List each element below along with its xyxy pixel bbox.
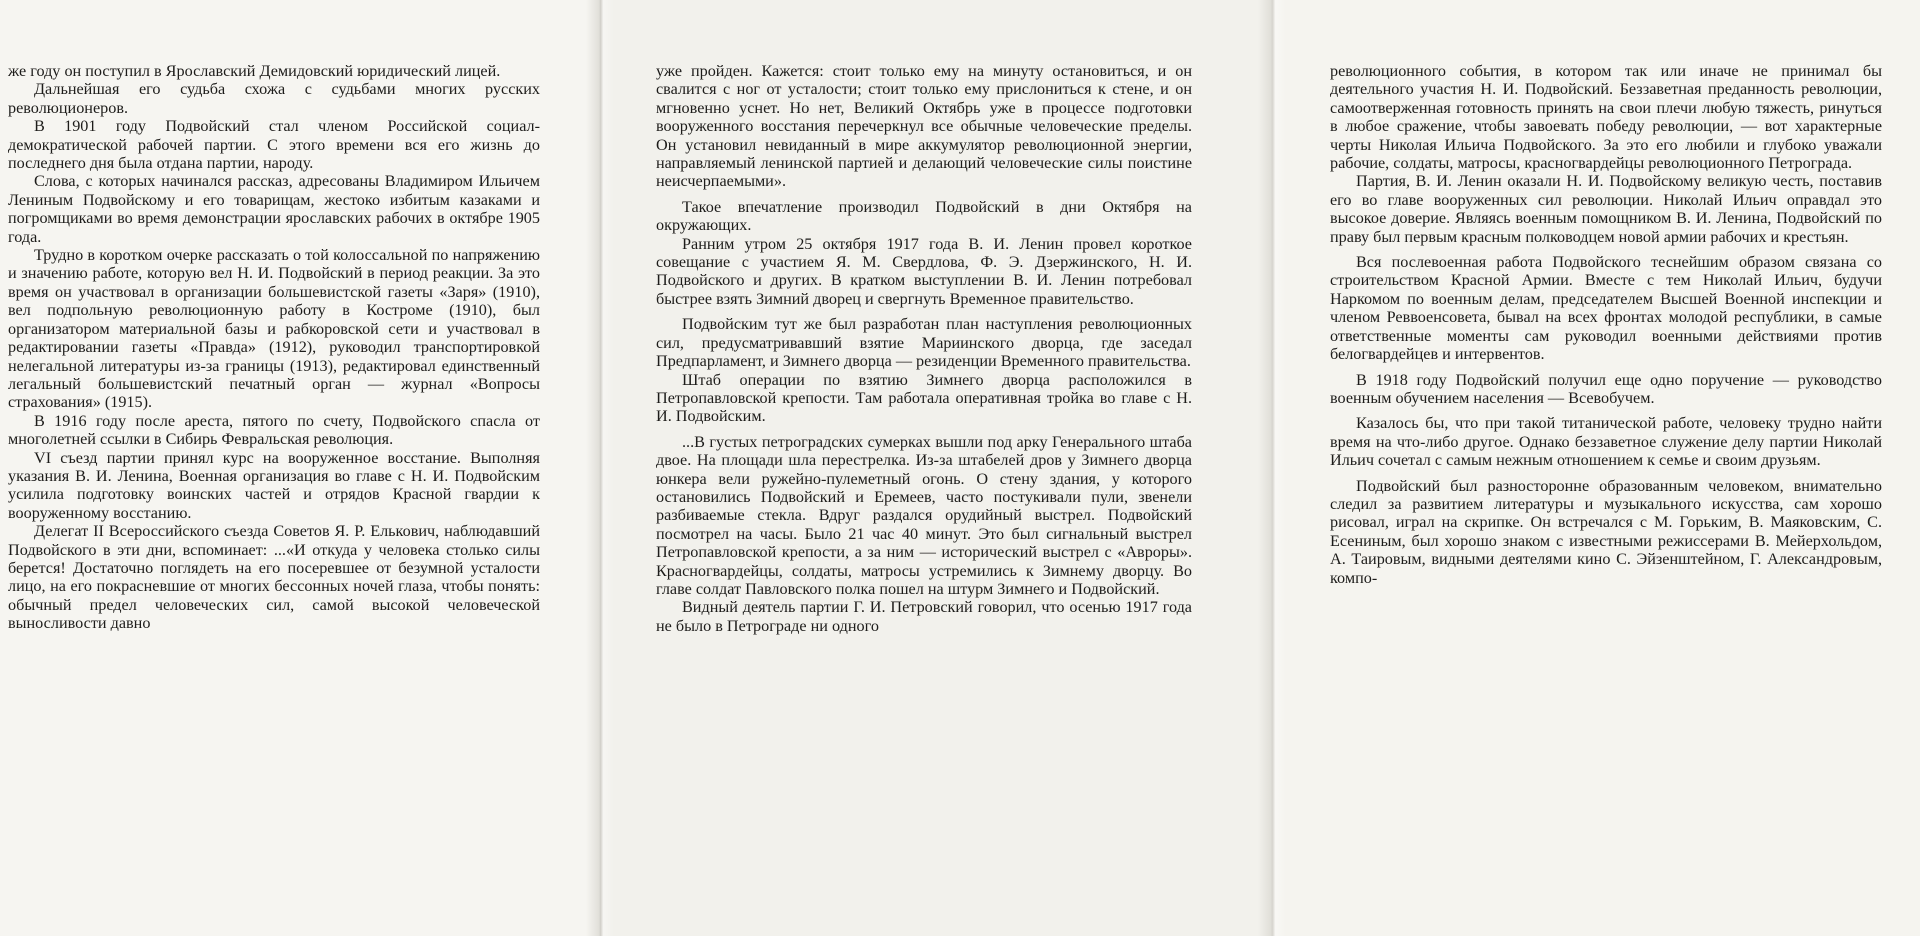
paragraph: Ранним утром 25 октября 1917 года В. И. Ленин провел короткое совещание с участием Я. М. Свердлова, Ф. Э. Дзержинского, Н. И. Подвойского и других. В кратком выступлении В. И. Ленин потребовал быстрее взять Зимний дворец и свергнуть Временное правительство. — [656, 234, 1192, 308]
fold-crease-right — [1258, 0, 1286, 936]
paragraph: В 1916 году после ареста, пятого по счету, Подвойского спасла от многолетней ссылки в Сибирь Февральская революция. — [8, 411, 540, 449]
paragraph: Трудно в коротком очерке рассказать о той колоссальной по напряжению и значению работе, которую вел Н. И. Подвойский в период реакции. За это время он участвовал в организации большевистской газеты «Заря» (1910), вел подпольную революционную работу в Костроме (1910), был организатором материальной базы и рабкоровской сети и участвовал в редактировании газеты «Правда» (1912), руководил транспортировкой нелегальной литературы из-за границы (1913), редактировал единственный легальный большевистский печатный орган — журнал «Вопросы страхования» (1915). — [8, 246, 540, 412]
text-column-right — [1330, 62, 1882, 587]
paragraph: В 1918 году Подвойский получил еще одно поручение — руководство военным обучением населения — Всевобучем. — [1330, 370, 1882, 407]
paragraph: уже пройден. Кажется: стоит только ему на минуту остановиться, и он свалится с ног от усталости; стоит только ему прислониться к стене, и он мгновенно уснет. Но нет, Великий Октябрь уже в процессе подготовки вооруженного восстания перечеркнул все обычные человеческие пределы. Он установил невиданный в мире аккумулятор революционной энергии, направляемый ленинской партией и делающий человеческие силы поистине неисчерпаемыми». — [656, 62, 1192, 191]
paragraph: революционного события, в котором так или иначе не принимал бы деятельного участия Н. И. Подвойский. Беззаветная преданность революции, самоотверженная готовность принять на свои плечи любую тяжесть, ринуться в любое сражение, чтобы завоевать победу революции, — вот характерные черты Николая Ильича Подвойского. За это его любили и глубоко уважали рабочие, солдаты, матросы, красногвардейцы революционного Петрограда. — [1330, 62, 1882, 173]
paragraph: Подвойский был разносторонне образованным человеком, внимательно следил за развитием литературы и музыкального искусства, сам хорошо рисовал, играл на скрипке. Он встречался с М. Горьким, В. Маяковским, С. Есениным, был хорошо знаком с известными режиссерами В. Мейерхольдом, А. Таировым, видными деятелями кино С. Эйзенштейном, Г. Александровым, компо- — [1330, 476, 1882, 587]
paragraph: Видный деятель партии Г. И. Петровский говорил, что осенью 1917 года не было в Петрограде ни одного — [656, 598, 1192, 635]
paragraph: Партия, В. И. Ленин оказали Н. И. Подвойскому великую честь, поставив его во главе вооруженных сил революции. Николай Ильич оправдал это высокое доверие. Являясь военным помощником В. И. Ленина, Подвойский по праву был первым красным полководцем новой армии рабочих и крестьян. — [1330, 172, 1882, 246]
paragraph: Казалось бы, что при такой титанической работе, человеку трудно найти время на что-либо другое. Однако беззаветное служение делу партии Николай Ильич сочетал с самым нежным отношением к семье и своим друзьям. — [1330, 414, 1882, 470]
paragraph: ...В густых петроградских сумерках вышли под арку Генерального штаба двое. На площади шла перестрелка. Из-за штабелей дров у Зимнего дворца юнкера вели ружейно-пулеметный огонь. О стену здания, у которого остановились Подвойский и Еремеев, часто постукивали пули, звенели разбиваемые стекла. Вдруг раздался орудийный выстрел. Подвойский посмотрел на часы. Было 21 час 40 минут. Это был сигнальный выстрел Петропавловской крепости, а за ним — исторический выстрел с «Авроры». Красногвардейцы, солдаты, матросы устремились к Зимнему дворцу. Во главе солдат Павловского полка пошел на штурм Зимнего и Подвойский. — [656, 432, 1192, 598]
paragraph: Штаб операции по взятию Зимнего дворца расположился в Петропавловской крепости. Там работала оперативная тройка во главе с Н. И. Подвойским. — [656, 370, 1192, 426]
paragraph: VI съезд партии принял курс на вооруженное восстание. Выполняя указания В. И. Ленина, Военная организация во главе с Н. И. Подвойским усилила подготовку воинских частей и отрядов Красной гвардии к вооруженному восстанию. — [8, 448, 540, 522]
paragraph: Слова, с которых начинался рассказ, адресованы Владимиром Ильичем Лениным Подвойскому и его товарищам, жестоко избитым казаками и погромщиками во время демонстрации ярославских рабочих в октябре 1905 года. — [8, 172, 540, 246]
text-column-left — [8, 62, 540, 633]
paragraph: В 1901 году Подвойский стал членом Российской социал-демократической рабочей партии. С этого времени вся его жизнь до последнего дня была отдана партии, народу. — [8, 117, 540, 173]
paragraph: Дальнейшая его судьба схожа с судьбами многих русских революционеров. — [8, 80, 540, 117]
paragraph: Подвойским тут же был разработан план наступления революционных сил, предусматривавший взятие Мариинского дворца, где заседал Предпарламент, и Зимнего дворца — резиденции Временного правительства. — [656, 315, 1192, 371]
paragraph: Делегат II Всероссийского съезда Советов Я. Р. Елькович, наблюдавший Подвойского в эти дни, вспоминает: ...«И откуда у человека столько силы берется! Достаточно поглядеть на его посеревшее от безумной усталости лицо, на его покрасневшие от многих бессонных ночей глаза, чтобы понять: обычный предел человеческих сил, самой высокой человеческой выносливости давно — [8, 522, 540, 633]
paragraph: же году он поступил в Ярославский Демидовский юридический лицей. — [8, 62, 501, 80]
text-column-middle — [656, 62, 1192, 635]
paragraph: Вся послевоенная работа Подвойского теснейшим образом связана со строительством Красной Армии. Вместе с тем Николай Ильич, будучи Наркомом по военным делам, председателем Высшей Военной инспекции и членом Реввоенсовета, бывал на всех фронтах молодой республики, в самые ответственные моменты сам руководил военными действиями против белогвардейцев и интервентов. — [1330, 253, 1882, 364]
fold-crease-left — [586, 0, 614, 936]
paragraph: Такое впечатление производил Подвойский в дни Октября на окружающих. — [656, 197, 1192, 235]
